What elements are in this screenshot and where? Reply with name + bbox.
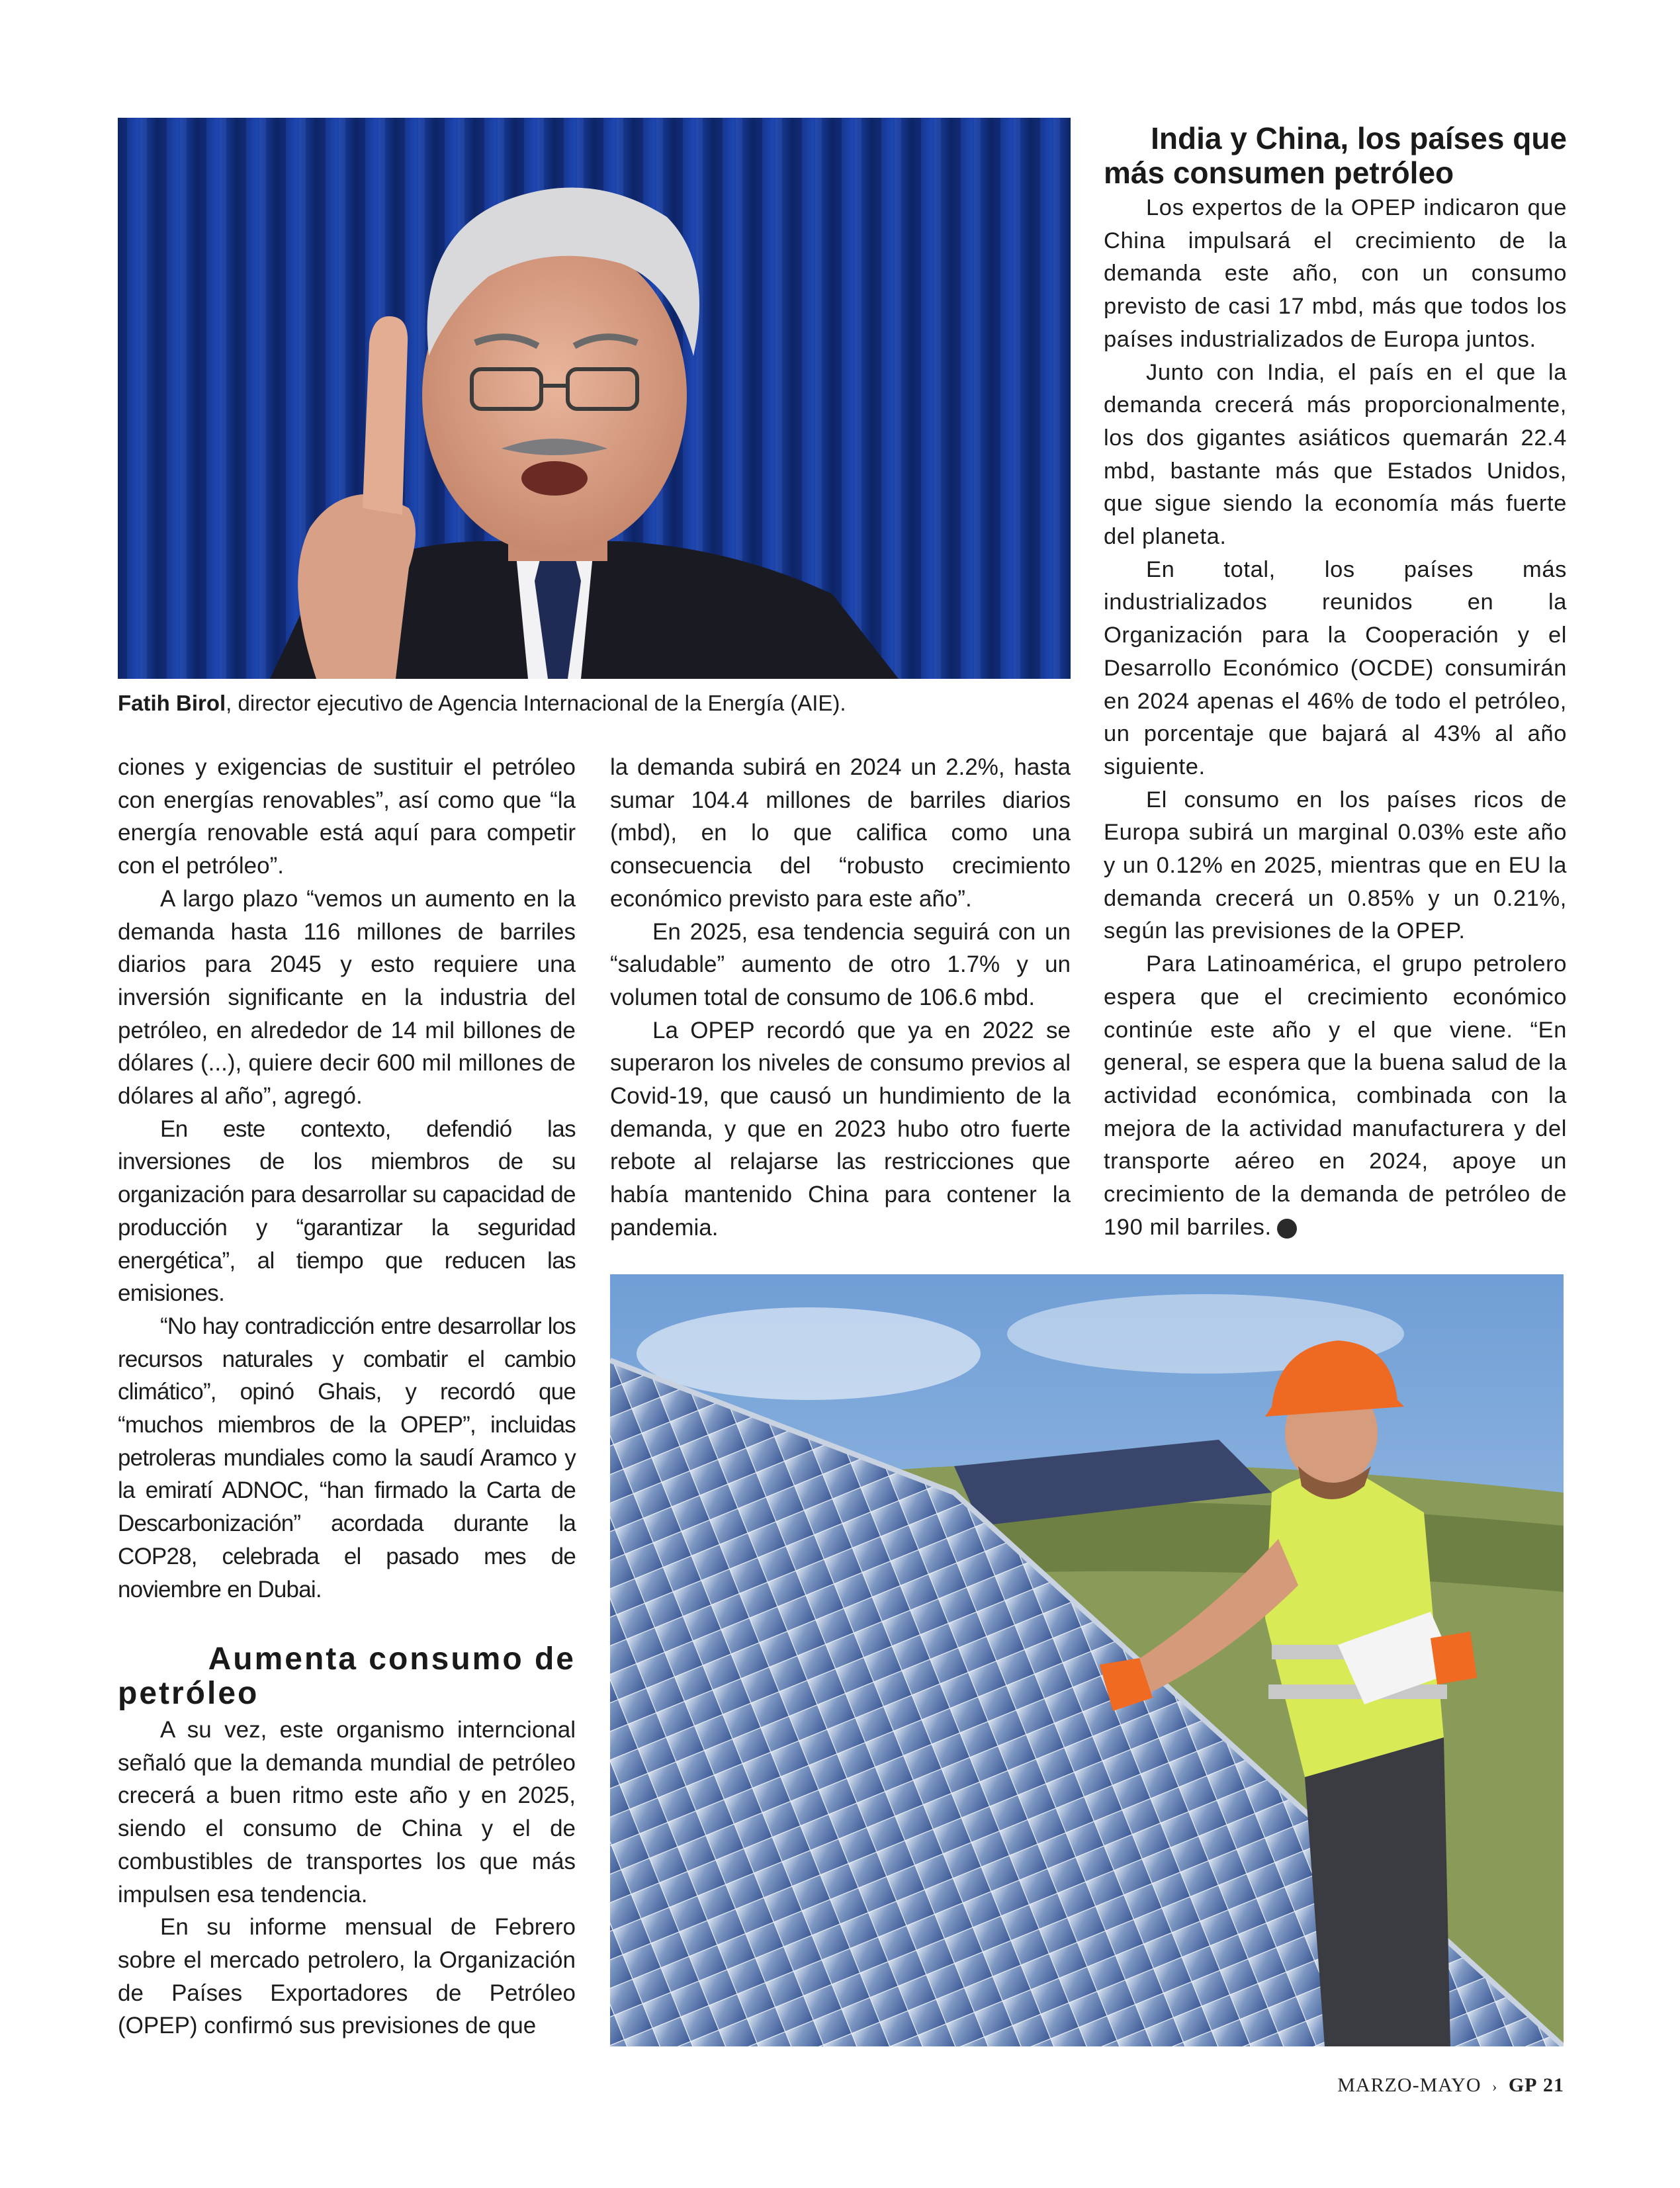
right-paragraph: En total, los países más industrializados reunidos en la Organización para la Cooperación y el Desarrollo Económico (OCDE) consumirán en 2024 apenas el 46% de todo el petróleo, un porcentaje que bajará al 43% al año siguiente. [1104, 556, 1567, 779]
right-paragraph: Junto con India, el país en el que la demanda crecerá más proporcionalmente, los dos gigantes asiáticos quemarán 22.4 mbd, bastante más que Estados Unidos, que sigue siendo la economía más fuerte del planeta. [1104, 359, 1567, 550]
caption-name: Fatih Birol [118, 691, 226, 715]
middle-paragraph: En 2025, esa tendencia seguirá con un “saludable” aumento de otro 1.7% y un volumen total de consumo de 106.6 mbd. [610, 918, 1071, 1010]
right-paragraph-last [1104, 948, 1567, 1244]
left-paragraph: A largo plazo “vemos un aumento en la demanda hasta 116 millones de barriles diarios para 2045 y esto requiere una inversión significante en la industria del petróleo, en alrededor de 14 mil billones de dólares (...), quiere decir 600 mil millones de dólares al año”, agregó. [118, 885, 576, 1110]
page-footer [1337, 2074, 1564, 2097]
middle-column [610, 751, 1071, 1245]
left-heading-line1: Aumenta consumo de [208, 1641, 576, 1677]
right-column [1104, 192, 1567, 1245]
footer-page-number: 21 [1543, 2074, 1564, 2096]
footer-separator: › [1492, 2078, 1498, 2095]
left-column-bottom [118, 1714, 576, 2042]
left-heading-line2: petróleo [118, 1676, 259, 1711]
end-mark-icon: GP [1277, 1219, 1297, 1239]
caption-text: , director ejecutivo de Agencia Internacional de la Energía (AIE). [226, 691, 846, 715]
right-heading-line2: más consumen petróleo [1104, 155, 1454, 190]
left-paragraph: En su informe mensual de Febrero sobre el mercado petrolero, la Organización de Países Exportadores de Petróleo (OPEP) confirmó sus previsiones de que [118, 1914, 576, 2039]
left-column-top [118, 751, 576, 1606]
left-section-heading [118, 1642, 576, 1711]
left-paragraph: En este contexto, defendió las inversiones de los miembros de su organización para desarrollar su capacidad de producción y “garantizar la seguridad energética”, al tiempo que reducen las emisiones. [118, 1116, 576, 1307]
solar-panel-photo [610, 1274, 1564, 2046]
right-paragraph-text: Para Latinoamérica, el grupo petrolero espera que el crecimiento económico continúe este año y el que viene. “En general, se espera que la buena salud de la actividad económica, combinada con la mejora de la actividad manufacturera y del transporte aéreo en 2024, apoye un crecimiento de la demanda de petróleo de 190 mil barriles. [1104, 951, 1567, 1240]
fatih-birol-photo [118, 118, 1071, 679]
right-paragraph: Los expertos de la OPEP indicaron que China impulsará el crecimiento de la demanda este año, con un consumo previsto de casi 17 mbd, más que todos los países industrializados de Europa juntos. [1104, 195, 1567, 352]
footer-magazine: GP [1508, 2074, 1538, 2096]
right-section-heading [1104, 121, 1567, 190]
left-paragraph: A su vez, este organismo interncional señaló que la demanda mundial de petróleo crecerá a buen ritmo este año y en 2025, siendo el consumo de China y el de combustibles de transportes los que más impulsen esa tendencia. [118, 1717, 576, 1907]
right-paragraph: El consumo en los países ricos de Europa subirá un marginal 0.03% este año y un 0.12% en 2025, mientras que en EU la demanda crecerá un 0.85% y un 0.21%, según las previsiones de la OPEP. [1104, 787, 1567, 944]
middle-paragraph: la demanda subirá en 2024 un 2.2%, hasta sumar 104.4 millones de barriles diarios (mbd), en lo que califica como una consecuencia del “robusto crecimiento económico previsto para este año”. [610, 754, 1071, 912]
fatih-birol-illustration [118, 118, 1071, 679]
photo-caption [118, 688, 846, 719]
right-heading-line1: India y China, los países que [1151, 121, 1567, 155]
left-paragraph: ciones y exigencias de sustituir el petróleo con energías renovables”, así como que “la energía renovable está aquí para competir con el petróleo”. [118, 754, 576, 879]
footer-issue: MARZO-MAYO [1337, 2074, 1481, 2096]
middle-paragraph: La OPEP recordó que ya en 2022 se superaron los niveles de consumo previos al Covid-19, que causó un hundimiento de la demanda, y que en 2023 hubo otro fuerte rebote al relajarse las restricciones que había mantenido China para contener la pandemia. [610, 1017, 1071, 1241]
left-paragraph: “No hay contradicción entre desarrollar los recursos naturales y combatir el cambio climático”, opinó Ghais, y recordó que “muchos miembros de la OPEP”, incluidas petroleras mundiales como la saudí Aramco y la emiratí ADNOC, “han firmado la Carta de Descarbonización” acordada durante la COP28, celebrada el pasado mes de noviembre en Dubai. [118, 1313, 576, 1602]
solar-worker-illustration [610, 1274, 1564, 2046]
